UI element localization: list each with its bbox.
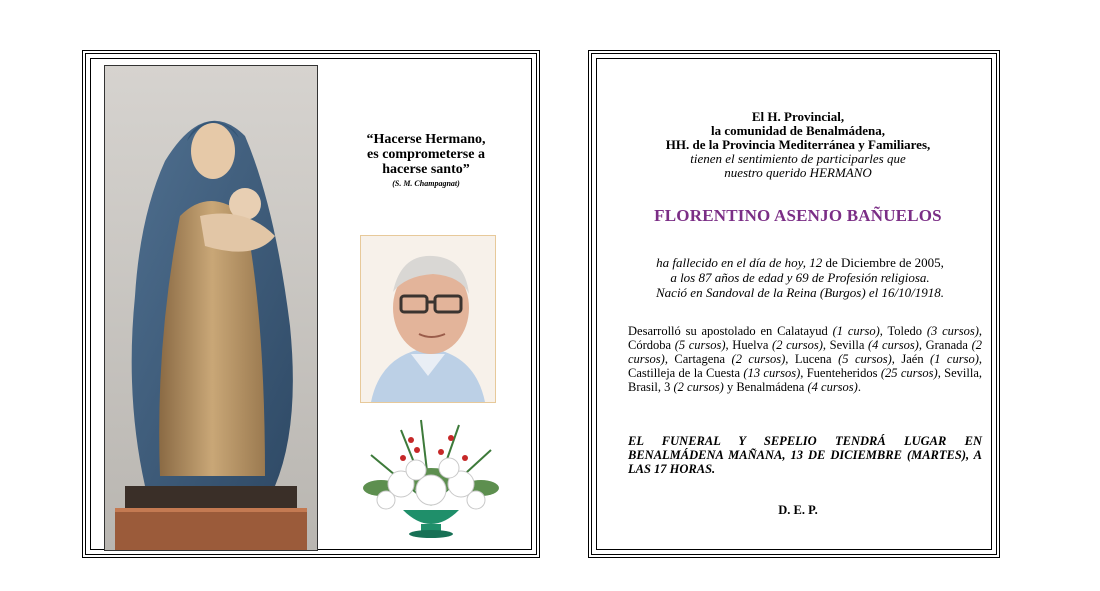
- apostolate-segment: (4 cursos): [807, 380, 858, 394]
- apostolate-segment: (3 cursos): [926, 324, 979, 338]
- apostolate-paragraph: [628, 324, 982, 394]
- apostolate-segment: , Sevilla, Brasil, 3: [628, 366, 982, 394]
- apostolate-segment: , Lucena: [785, 352, 839, 366]
- quote-line-1: “Hacerse Hermano,: [366, 132, 486, 147]
- apostolate-segment: (13 cursos): [743, 366, 801, 380]
- apostolate-segment: , Huelva: [725, 338, 773, 352]
- apostolate-segment: (1 curso): [930, 352, 979, 366]
- apostolate-segment: (1 curso): [832, 324, 880, 338]
- header-line-3: HH. de la Provincia Mediterránea y Familiares,: [665, 137, 931, 152]
- funeral-notice: EL FUNERAL Y SEPELIO TENDRÁ LUGAR EN BENALMÁDENA MAÑANA, 13 DE DICIEMBRE (MARTES), A LAS 17 HORAS.: [628, 434, 982, 476]
- apostolate-segment: , Fuenteheridos: [800, 366, 881, 380]
- death-line-2: a los 87 años de edad y 69 de Profesión religiosa.: [670, 270, 930, 285]
- apostolate-segment: (4 cursos): [868, 338, 919, 352]
- apostolate-segment: , Sevilla: [822, 338, 868, 352]
- apostolate-segment: , Córdoba: [628, 324, 983, 352]
- header-line-4: tienen el sentimiento de participarles que: [690, 151, 906, 166]
- apostolate-segment: (5 cursos): [838, 352, 892, 366]
- statue-image: [104, 65, 318, 551]
- apostolate-segment: , Granada: [918, 338, 972, 352]
- apostolate-segment: , Cartagena: [664, 352, 732, 366]
- champagnat-quote: [328, 132, 524, 189]
- apostolate-segment: , Castilleja de la Cuesta: [628, 352, 982, 380]
- header-line-1: El H. Provincial,: [751, 109, 845, 124]
- header-line-5: nuestro querido HERMANO: [724, 165, 872, 180]
- announcement-header: [602, 110, 994, 180]
- flower-arrangement: [341, 410, 521, 542]
- death-line-3: Nació en Sandoval de la Reina (Burgos) el 16/10/1918.: [656, 285, 944, 300]
- death-notice: [614, 255, 986, 300]
- right-card: [588, 50, 1000, 558]
- apostolate-segment: , Jaén: [891, 352, 931, 366]
- apostolate-segment: (2 cursos): [628, 338, 983, 366]
- quote-line-3: hacerse santo”: [382, 162, 470, 177]
- death-line-1b: de Diciembre de 2005,: [825, 255, 944, 270]
- quote-line-2: es comprometerse a: [367, 147, 485, 162]
- header-line-2: la comunidad de Benalmádena,: [710, 123, 886, 138]
- apostolate-segment: y Benalmádena: [723, 380, 808, 394]
- apostolate-segment: .: [857, 380, 861, 394]
- apostolate-segment: (25 cursos): [880, 366, 938, 380]
- apostolate-segment: Desarrolló su apostolado en Calatayud: [628, 324, 833, 338]
- quote-author: (S. M. Champagnat): [392, 179, 460, 188]
- closing-dep: D. E. P.: [778, 503, 818, 517]
- death-line-1a: ha fallecido en el día de hoy, 12: [656, 255, 826, 270]
- apostolate-segment: (2 cursos): [673, 380, 724, 394]
- apostolate-segment: (2 cursos): [731, 352, 786, 366]
- left-card: [82, 50, 540, 558]
- apostolate-segment: , Toledo: [879, 324, 927, 338]
- death-line-1: [614, 255, 986, 270]
- apostolate-segment: (2 cursos): [772, 338, 823, 352]
- portrait-photo: [360, 235, 496, 403]
- apostolate-segment: (5 cursos): [674, 338, 726, 352]
- deceased-name: FLORENTINO ASENJO BAÑUELOS: [654, 206, 942, 225]
